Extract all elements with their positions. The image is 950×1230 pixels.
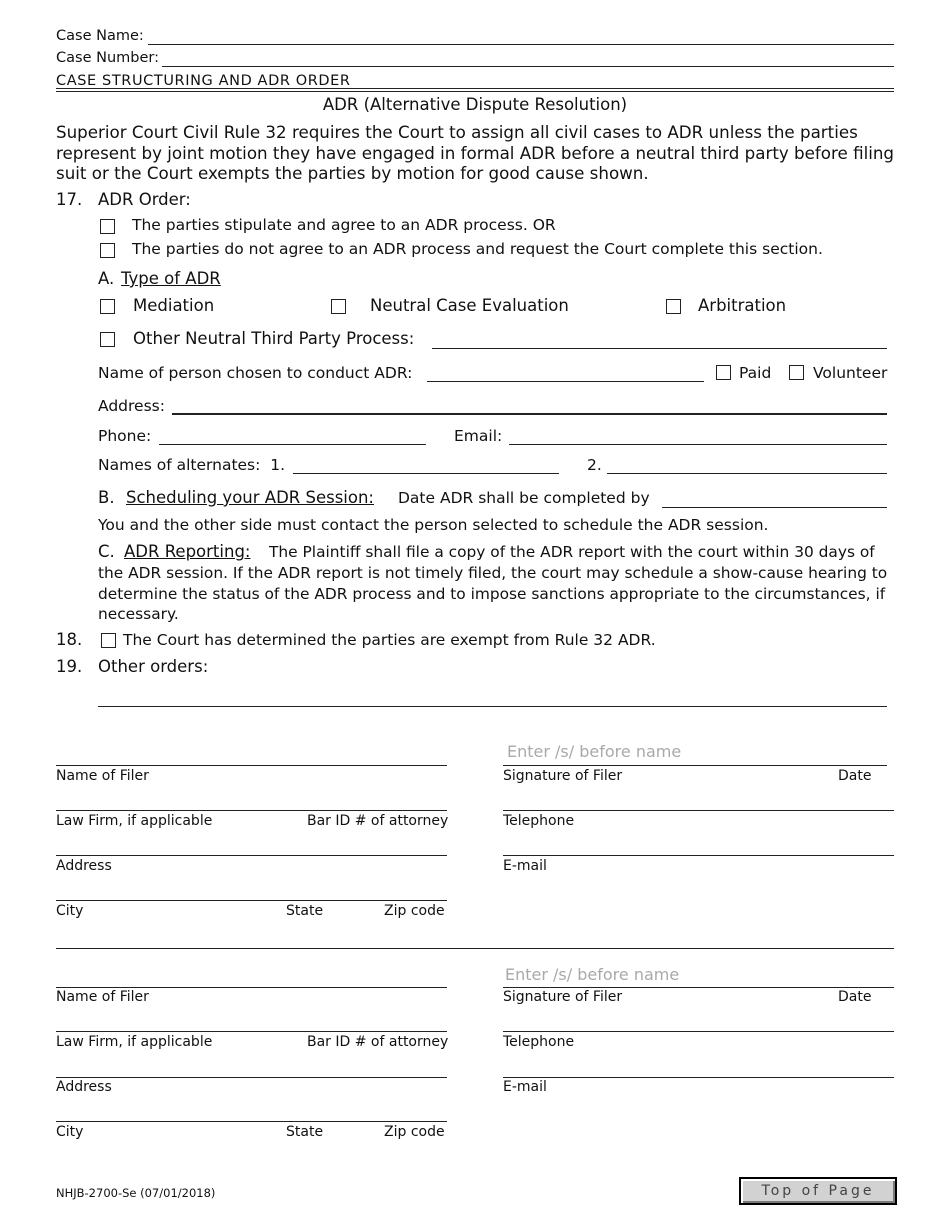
filer-1-city-label: City [56,903,84,919]
filer-2-signature-field[interactable] [503,987,894,988]
filer-2-firm-label: Law Firm, if applicable [56,1034,213,1050]
other-process-checkbox[interactable] [100,332,115,347]
alternate-2-field[interactable] [607,473,887,474]
filer-1-date-label: Date [838,768,872,784]
adr-person-label: Name of person chosen to conduct ADR: [98,364,413,382]
not-agree-label: The parties do not agree to an ADR process and request the Court complete this section. [132,240,823,258]
scheduling-date-label: Date ADR shall be completed by [398,489,650,507]
case-number-label: Case Number: [56,50,159,66]
paid-label: Paid [739,364,772,382]
filer-2-firm-field[interactable] [56,1031,447,1032]
adr-phone-label: Phone: [98,427,152,445]
alternate-2-label: 2. [587,456,602,474]
filer-2-signature-label: Signature of Filer [503,989,623,1005]
filer-2-address-label: Address [56,1079,112,1095]
form-id: NHJB-2700-Se (07/01/2018) [56,1186,216,1200]
adr-address-label: Address: [98,397,165,415]
filer-1-address-label: Address [56,858,112,874]
filer-2-state-label: State [286,1124,324,1140]
signature-2-placeholder[interactable]: Enter /s/ before name [505,965,680,984]
filer-2-city-field[interactable] [56,1121,447,1122]
exempt-checkbox[interactable] [101,633,116,648]
filer-2-zip-label: Zip code [384,1124,445,1140]
signature-divider [56,948,894,949]
other-process-label: Other Neutral Third Party Process: [133,329,415,348]
exempt-label: The Court has determined the parties are exempt from Rule 32 ADR. [123,631,656,649]
filer-1-bar-id-label: Bar ID # of attorney [307,813,449,829]
filer-1-firm-label: Law Firm, if applicable [56,813,213,829]
type-prefix: A. [98,269,115,288]
arbitration-checkbox[interactable] [666,299,681,314]
other-process-field[interactable] [432,348,887,349]
case-name-field[interactable] [148,44,894,45]
filer-2-address-field[interactable] [56,1077,447,1078]
filer-1-signature-field[interactable] [503,765,887,766]
filer-1-name-label: Name of Filer [56,768,149,784]
filer-1-telephone-label: Telephone [503,813,575,829]
filer-2-email-field[interactable] [503,1077,894,1078]
filer-1-email-label: E-mail [503,858,547,874]
volunteer-label: Volunteer [813,364,888,382]
mediation-checkbox[interactable] [100,299,115,314]
volunteer-checkbox[interactable] [789,365,804,380]
filer-1-email-field[interactable] [503,855,894,856]
alternate-1-field[interactable] [293,473,559,474]
item-18-number: 18. [56,630,83,649]
case-number-field[interactable] [162,66,894,67]
filer-1-name-field[interactable] [56,765,447,766]
filer-1-zip-label: Zip code [384,903,445,919]
paid-checkbox[interactable] [716,365,731,380]
adr-email-label: Email: [454,427,503,445]
item-17-number: 17. [56,190,83,209]
header-divider-2 [56,91,894,92]
filer-1-signature-label: Signature of Filer [503,768,623,784]
other-orders-field[interactable] [98,706,887,707]
filer-2-bar-id-label: Bar ID # of attorney [307,1034,449,1050]
filer-2-city-label: City [56,1124,84,1140]
neutral-evaluation-label: Neutral Case Evaluation [370,296,569,315]
adr-person-field[interactable] [427,381,704,382]
signature-1-placeholder[interactable]: Enter /s/ before name [507,742,682,761]
filer-2-name-field[interactable] [56,987,447,988]
adr-address-field[interactable] [172,413,887,415]
type-title: Type of ADR [121,269,221,288]
form-title: CASE STRUCTURING AND ADR ORDER [56,73,351,89]
stipulate-checkbox[interactable] [100,219,115,234]
scheduling-note: You and the other side must contact the person selected to schedule the ADR session. [98,516,769,534]
filer-2-date-label: Date [838,989,872,1005]
adr-phone-field[interactable] [159,444,426,445]
adr-email-field[interactable] [509,444,887,445]
filer-1-state-label: State [286,903,324,919]
case-name-label: Case Name: [56,28,144,44]
neutral-evaluation-checkbox[interactable] [331,299,346,314]
scheduling-date-field[interactable] [662,507,887,508]
scheduling-prefix: B. [98,488,115,507]
reporting-title: ADR Reporting: [124,542,251,561]
intro-paragraph: Superior Court Civil Rule 32 requires the Court to assign all civil cases to ADR unless the parties represent by joint motion they have engaged in formal ADR before a neutral third party before filing suit or the Court exempts the parties by motion for good cause shown. [56,122,895,183]
reporting-text: The Plaintiff shall file a copy of the ADR report with the court within 30 days of the ADR session. If the ADR report is not timely filed, the court may schedule a show-cause hearing to determine the status of the ADR process and to impose sanctions appropriate to the circumstances, if necessary. [98,543,888,624]
item-19-number: 19. [56,657,83,676]
header-divider [56,88,894,89]
filer-2-email-label: E-mail [503,1079,547,1095]
mediation-label: Mediation [133,296,215,315]
filer-2-telephone-field[interactable] [503,1031,894,1032]
filer-1-city-field[interactable] [56,900,447,901]
filer-1-telephone-field[interactable] [503,810,894,811]
section-title: ADR (Alternative Dispute Resolution) [322,95,628,114]
stipulate-label: The parties stipulate and agree to an ADR process. OR [132,216,556,234]
top-of-page-button[interactable]: Top of Page [739,1177,897,1205]
filer-2-name-label: Name of Filer [56,989,149,1005]
arbitration-label: Arbitration [698,296,787,315]
alternates-label: Names of alternates: 1. [98,456,285,474]
scheduling-title: Scheduling your ADR Session: [126,488,374,507]
reporting-prefix: C. [98,542,115,561]
item-19-label: Other orders: [98,657,209,676]
item-17-title: ADR Order: [98,190,191,209]
filer-2-telephone-label: Telephone [503,1034,575,1050]
filer-1-firm-field[interactable] [56,810,447,811]
not-agree-checkbox[interactable] [100,243,115,258]
filer-1-address-field[interactable] [56,855,447,856]
